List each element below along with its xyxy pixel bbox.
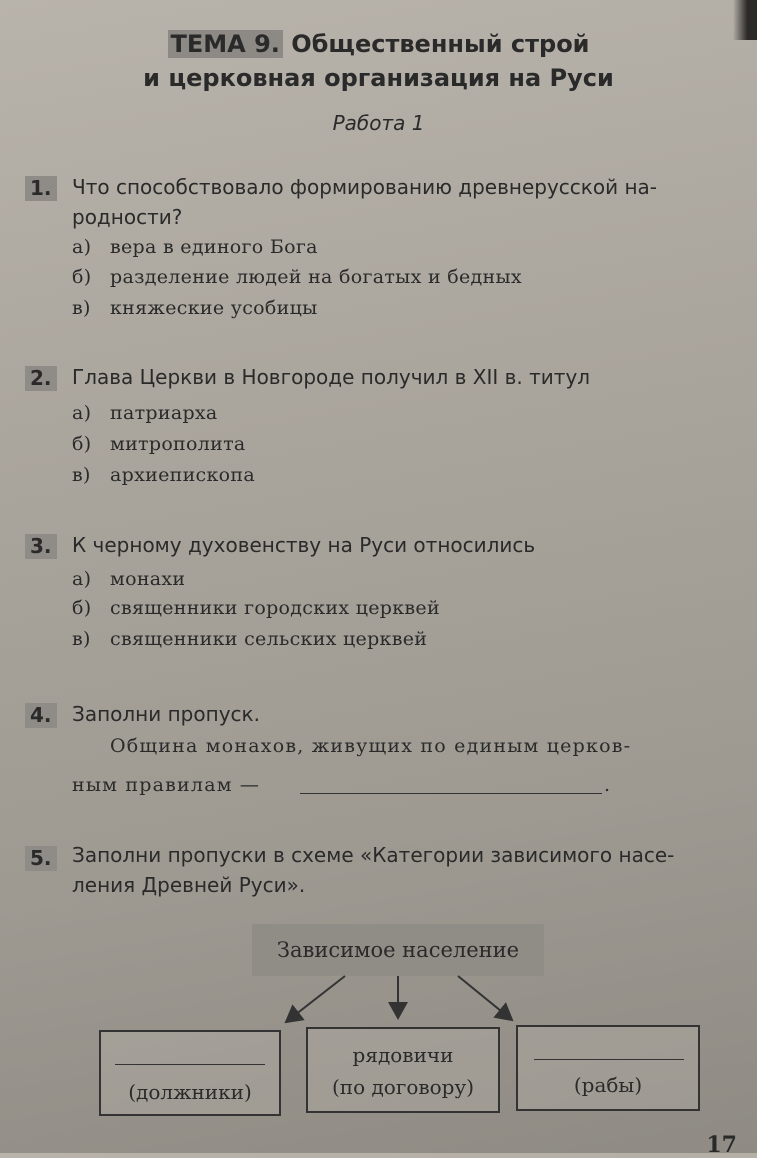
scheme-box-title: рядовичи bbox=[352, 1043, 454, 1067]
option-label: в) bbox=[72, 464, 91, 486]
fill-in-text-line1: Община монахов, живущих по единым церков- bbox=[110, 735, 632, 757]
scheme-box-slaves bbox=[516, 1025, 700, 1111]
option-label: а) bbox=[72, 568, 92, 590]
scheme-box-caption: (должники) bbox=[128, 1080, 252, 1104]
fill-in-text-line2: ным правилам — bbox=[72, 774, 261, 796]
scheme-blank[interactable] bbox=[115, 1064, 265, 1065]
question-text-line: Заполни пропуски в схеме «Категории зависимого насе- bbox=[72, 843, 675, 867]
work-subtitle: Работа 1 bbox=[332, 111, 425, 135]
option-label: б) bbox=[72, 597, 92, 619]
fill-in-period: . bbox=[604, 774, 612, 796]
page-number: 17 bbox=[706, 1132, 737, 1158]
option-label: а) bbox=[72, 236, 92, 258]
scheme-box-caption: (по договору) bbox=[331, 1075, 475, 1099]
scheme-box-ryadovichi bbox=[306, 1027, 500, 1113]
option-text: архиепископа bbox=[110, 464, 255, 486]
option-text: княжеские усобицы bbox=[110, 297, 318, 319]
topic-label: ТЕМА 9. bbox=[168, 30, 283, 58]
question-number: 3. bbox=[25, 534, 57, 559]
option-label: в) bbox=[72, 297, 91, 319]
scheme-box-debtors bbox=[99, 1030, 281, 1116]
option-text: вера в единого Бога bbox=[110, 236, 318, 258]
scheme-root-box: Зависимое население bbox=[252, 924, 544, 976]
option-text: разделение людей на богатых и бедных bbox=[110, 266, 522, 288]
question-text-line: Что способствовало формированию древнерусской на- bbox=[72, 175, 658, 199]
question-number: 5. bbox=[25, 846, 57, 871]
scheme-blank[interactable] bbox=[534, 1059, 684, 1060]
option-text: монахи bbox=[110, 568, 186, 590]
question-text-line: родности? bbox=[72, 205, 183, 229]
option-label: в) bbox=[72, 628, 91, 650]
scheme-box-caption: (рабы) bbox=[573, 1073, 643, 1097]
option-label: б) bbox=[72, 266, 92, 288]
topic-title-text: Общественный строй bbox=[291, 30, 590, 58]
option-label: а) bbox=[72, 402, 92, 424]
option-text: священники городских церквей bbox=[110, 597, 440, 619]
arrow-left bbox=[286, 976, 345, 1022]
topic-title-line2: и церковная организация на Руси bbox=[143, 64, 614, 92]
option-text: митрополита bbox=[110, 433, 246, 455]
option-text: патриарха bbox=[110, 402, 218, 424]
question-number: 2. bbox=[25, 366, 57, 391]
question-text: Глава Церкви в Новгороде получил в XII в. титул bbox=[72, 365, 591, 389]
question-text-line: ления Древней Руси». bbox=[72, 873, 306, 897]
question-number: 4. bbox=[25, 703, 57, 728]
question-number: 1. bbox=[25, 176, 57, 201]
option-label: б) bbox=[72, 433, 92, 455]
question-text: Заполни пропуск. bbox=[72, 702, 260, 726]
option-text: священники сельских церквей bbox=[110, 628, 428, 650]
question-text: К черному духовенству на Руси относились bbox=[72, 533, 536, 557]
arrow-right bbox=[458, 976, 512, 1020]
